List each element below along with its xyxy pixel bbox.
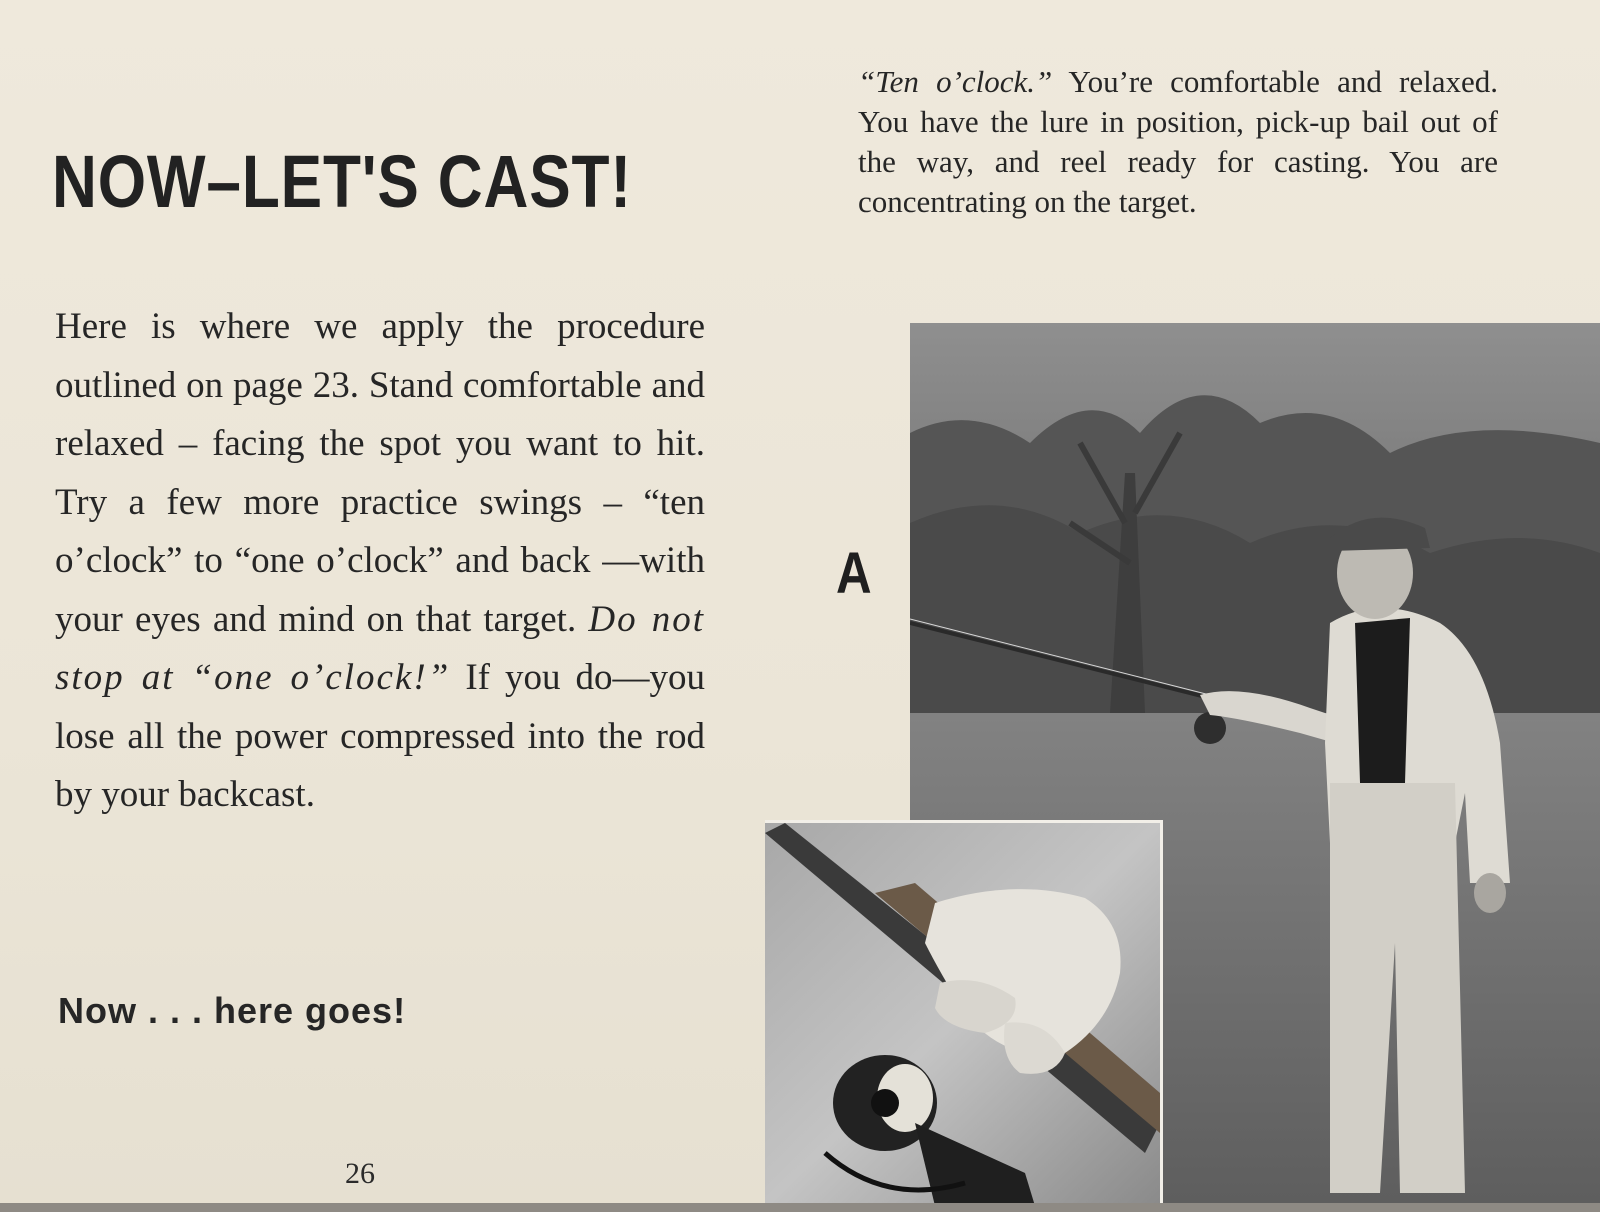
closing-line: Now . . . here goes! bbox=[58, 990, 407, 1031]
reel-closeup-illustration bbox=[765, 823, 1160, 1206]
body-emphasis: Do not stop at “one o’clock!” bbox=[55, 598, 706, 698]
reel-grip-closeup-photo bbox=[765, 820, 1163, 1206]
body-rest: If you do—you lose all the power compressed into the rod by your backcast. bbox=[55, 657, 705, 815]
caption-text: You’re comfortable and relaxed. You have the lure in position, pick-up bail out of the way, and reel ready for casting. You are concentrating on the target. bbox=[858, 64, 1498, 219]
body-paragraph bbox=[55, 298, 705, 825]
page-number: 26 bbox=[345, 1157, 375, 1190]
figure-label: A bbox=[836, 541, 872, 606]
page-title: NOW–LET'S CAST! bbox=[52, 140, 632, 223]
caption-lead: “Ten o’clock.” bbox=[858, 64, 1053, 99]
page-bottom-edge bbox=[0, 1203, 1600, 1212]
photo-caption bbox=[858, 62, 1498, 222]
body-intro: Here is where we apply the procedure outlined on page 23. Stand comfortable and relaxed – facing the spot you want to hit. Try a few more practice swings – “ten o’clock” to “one o’clock” and back —with your eyes and mind on that target. bbox=[55, 306, 705, 640]
